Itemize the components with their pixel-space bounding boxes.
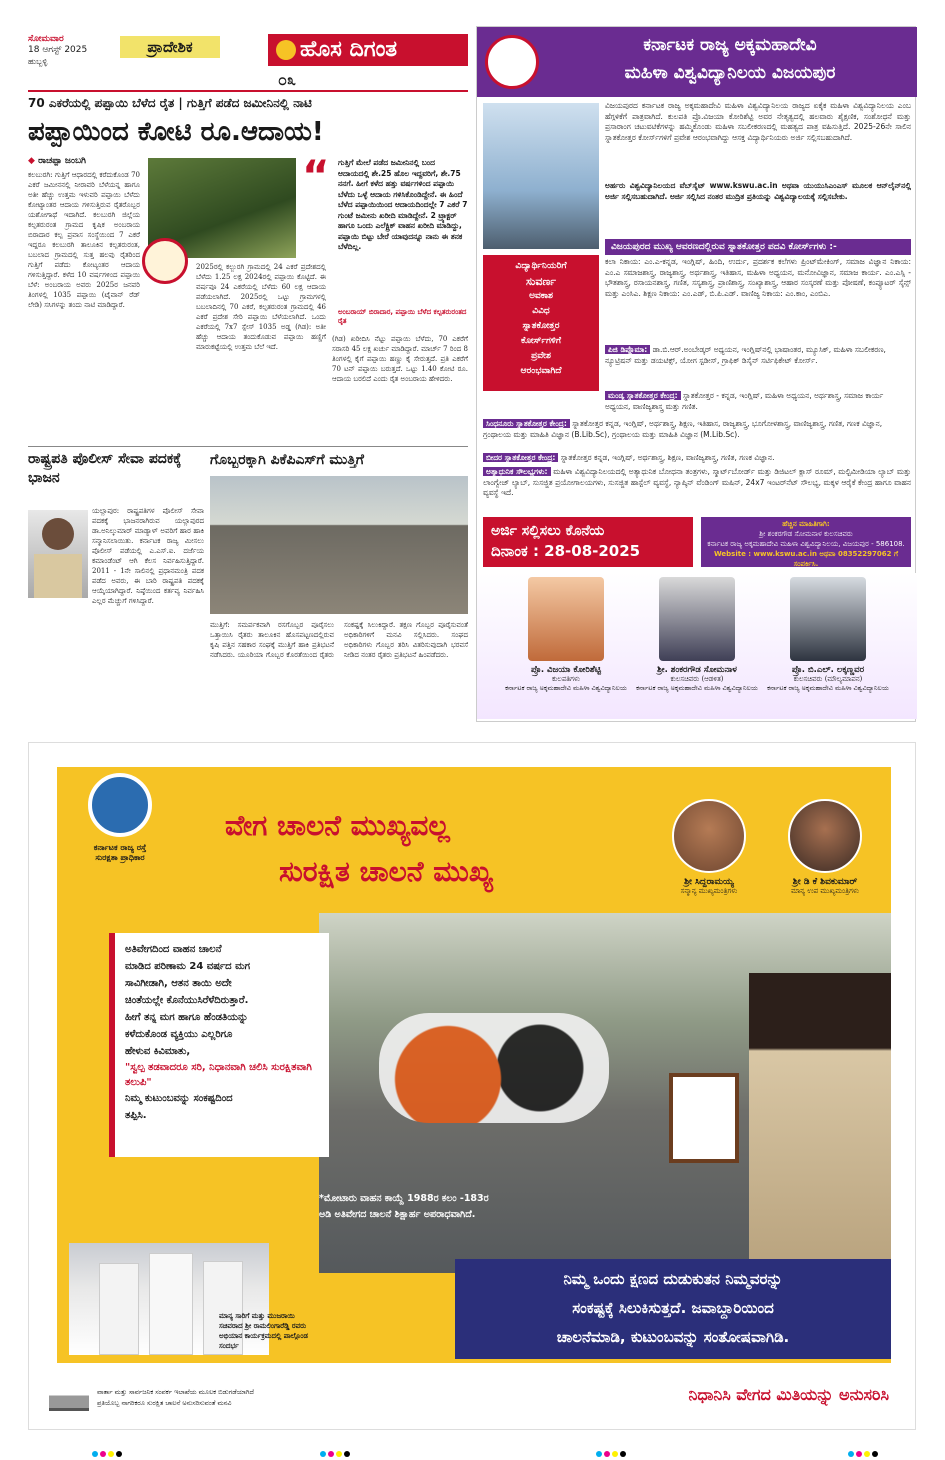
contact-box — [701, 517, 911, 567]
opportunity-line-6: ಕೋರ್ಸ್‌ಗಳಿಗೆ — [520, 336, 562, 346]
leader-role: ಸನ್ಮಾನ್ಯ ಮುಖ್ಯಮಂತ್ರಿಗಳು — [680, 887, 738, 895]
vidhana-soudha-icon — [49, 1387, 89, 1411]
grieving-man — [749, 973, 891, 1273]
university-title-2: ಮಹಿಳಾ ವಿಶ್ವವಿದ್ಯಾನಿಲಯ ವಿಜಯಪುರ — [624, 63, 836, 83]
opportunity-line-5: ಸ್ನಾತಕೋತ್ತರ — [522, 321, 560, 331]
university-title-1: ಕರ್ನಾಟಕ ರಾಜ್ಯ ಅಕ್ಕಮಹಾದೇವಿ — [643, 35, 817, 55]
university-apply-note: ಅರ್ಹರು ವಿಶ್ವವಿದ್ಯಾನಿಲಯದ ವೆಬ್‌ಸೈಟ್ www.kswu.ac.in ಅಥವಾ ಯುಯುಸಿಎಂಎಸ್ ಮೂಲಕ ಆನ್‌ಲೈನ್‌ನಲ್ಲಿ ಅರ್ಜಿ ಸಲ್ಲಿಸಬಹುದಾಗಿದೆ. ಅರ್ಜಿ ಸಲ್ಲಿಸಿದ ನಂತರ ಮುದ್ರಿತ ಪ್ರತಿಯನ್ನು ವಿಶ್ವವಿದ್ಯಾಲಯಕ್ಕೆ ಸಲ್ಲಿಸಬೇಕು. — [605, 181, 911, 201]
story-line-5: ಹೀಗೆ ತನ್ನ ಮಗ ಹಾಗೂ ಹೆಂಡತಿಯನ್ನು — [125, 1012, 249, 1023]
story-end-1: ನಿಮ್ಮ ಕುಟುಂಬವನ್ನು ಸಂಕಷ್ಟದಿಂದ — [125, 1093, 233, 1104]
registration-dots — [596, 1442, 628, 1460]
minister-caption-2: ಸಚಿವರಾದ ಶ್ರೀ ರಾಮಲಿಂಗಾರೆಡ್ಡಿ ರವರು — [219, 1322, 307, 1330]
section-rule — [28, 446, 468, 447]
story-line-1: ಅತಿವೇಗದಿಂದ ವಾಹನ ಚಾಲನೆ — [125, 944, 222, 955]
sindhanur-block — [483, 419, 911, 451]
city-label: ಹುಬ್ಬಳ್ಳಿ — [28, 57, 48, 66]
gobbar-body: ಮುತ್ತಿಗೆ: ಸಮರ್ಪಕವಾಗಿ ರಸಗೊಬ್ಬರ ಪೂರೈಸಲು ಒತ್ತಾಯಿಸಿ ರೈತರು ತಾಲೂಕಿನ ಹೊಸಪಟ್ಟಣದಲ್ಲಿರುವ ಕೃಷಿ ಪತ್ತಿನ ಸಹಕಾರ ಸಂಘಕ್ಕೆ ಮುತ್ತಿಗೆ ಹಾಕಿ ಪ್ರತಿಭಟನೆ ನಡೆಸಿದರು. ಯೂರಿಯಾ ಗೊಬ್ಬರ ಕೊರತೆಯಿಂದ ರೈತರು ಸಂಕಷ್ಟಕ್ಕೆ ಸಿಲುಕಿದ್ದಾರೆ. ತಕ್ಷಣ ಗೊಬ್ಬರ ಪೂರೈಸುವಂತೆ ಅಧಿಕಾರಿಗಳಿಗೆ ಮನವಿ ಸಲ್ಲಿಸಿದರು. ಸಂಘದ ಅಧಿಕಾರಿಗಳು ಗೊಬ್ಬರ ತರಿಸಿ ವಿತರಿಸುವುದಾಗಿ ಭರವಸೆ ನೀಡಿದ ನಂತರ ರೈತರು ಪ್ರತಿಭಟನೆ ಹಿಂಪಡೆದರು. — [210, 621, 468, 659]
lead-kicker: 70 ಎಕರೆಯಲ್ಲಿ ಪಪ್ಪಾಯಿ ಬೆಳೆದ ರೈತ | ಗುತ್ತಿಗೆ ಪಡೆದ ಜಮೀನಿನಲ್ಲಿ ನಾಟಿ — [28, 96, 312, 110]
official-card — [763, 577, 893, 717]
masthead — [28, 34, 468, 90]
leader-name: ಶ್ರೀ ಡಿ ಕೆ ಶಿವಕುಮಾರ್ — [792, 877, 858, 887]
banner-line-2: ಸಂಕಷ್ಟಕ್ಕೆ ಸಿಲುಕಿಸುತ್ತದೆ. ಜವಾಬ್ದಾರಿಯಿಂದ — [572, 1299, 774, 1317]
opportunity-line-3: ಅವಕಾಶ — [529, 291, 553, 301]
police-photo — [28, 510, 88, 598]
day-label: ಸೋಮವಾರ — [28, 34, 64, 44]
officials-row — [477, 573, 917, 719]
mandya-label: ಮಂಡ್ಯ ಸ್ನಾತಕೋತ್ತರ ಕೇಂದ್ರ: — [605, 391, 681, 400]
courses-header: ವಿಜಯಪುರದ ಮುಖ್ಯ ಆವರಣದಲ್ಲಿರುವ ಸ್ನಾತಕೋತ್ತರ ಪದವಿ ಕೋರ್ಸ್‌ಗಳು :- — [605, 239, 911, 255]
deadline-value: ದಿನಾಂಕ : 28-08-2025 — [491, 542, 641, 560]
banner-line-1: ನಿಮ್ಮ ಒಂದು ಕ್ಷಣದ ದುಡುಕುತನ ನಿಮ್ಮವರನ್ನು — [563, 1270, 783, 1288]
lead-col1: ಕಲಬುರಗಿ: ಗುತ್ತಿಗೆ ಆಧಾರದಲ್ಲಿ ಕರೆದುಕೊಂಡ 70 ಎಕರೆ ಜಮೀನನಲ್ಲಿ ನೀರಾವರಿ ಬೆಳೆಯನ್ನ ಹಾಗೂ ಅತೀ ಹೆಚ್ಚು ಉತ್ತಮ ಇಳುವರಿ ಪಪ್ಪಾಯಿ ಬೆಳೆದು ಕೋಟ್ಯಾಂತರ ಆದಾಯ ಗಳಿಸುತ್ತಿರುವ ರೈತರೊಬ್ಬರ ಯಶೋಗಾಥೆ ಇದಾಗಿದೆ. ಕಲಬುರಗಿ ಜಿಲ್ಲೆಯ ಕಲ್ಪತರುರಂತ ಗ್ರಾಮದ ಕೃಷಿಕ ಅಂಬರಾಯ ಬಿರಾದಾರ ಕಲ್ಪ ಪ್ರವಾಸ ಸಂಸ್ಥೆಯಿಂದ 7 ಎಕರೆ ಇದ್ದರೂ ಕಲಬುರಗಿ ತಾಲೂಕಿನ ಕಲ್ಪತರುರಂತ, ಬಬಲಾದ ಗ್ರಾಮದಲ್ಲಿ ಸುತ್ತ ಹಲವು ರೈತರಿಂದ ಗುತ್ತಿಗೆ ಪಡೆದು ಕೋಟ್ಯಂತರ ಆದಾಯ ಗಳಿಸುತ್ತಿದ್ದಾರೆ. ಕಳೆದ 10 ವರ್ಷಗಳಿಂದ ಪಪ್ಪಾಯಿ ಬೆಳೆ: ಅಂಬರಾಯ ಅವರು 2025ರ ಜನವರಿ ತಿಂಗಳಲ್ಲಿ 1035 ಪಪ್ಪಾಯಿ (ಟೈವಾನ್ ರೆಡ್ ಲೇಡಿ) ಸಸಿಗಳನ್ನು ತಂದು ನಾಟಿ ಮಾಡಿದ್ದಾರೆ. — [28, 171, 140, 309]
lead-col3: (ಗಿಡ) ಖರೀದಿಸಿ ನೆಟ್ಟು ಪಪ್ಪಾಯಿ ಬೆಳೆದು, 70 ಎಕರೆಗೆ ಸರಾಸರಿ 45 ಲಕ್ಷ ಖರ್ಚು ಮಾಡಿದ್ದಾರೆ. ಮಾರ್ಚ್ 7 ರಿಂದ 8 ತಿಂಗಳಲ್ಲಿ ಕೈಗೆ ಪಪ್ಪಾಯಿ ಹಣ್ಣು ಕೈ ಸೇರುತ್ತದೆ. ಪ್ರತಿ ಎಕರೆಗೆ 70 ಟನ್ ಪಪ್ಪಾಯಿ ಬರುತ್ತದೆ. ಒಟ್ಟು 1.40 ಕೋಟಿ ರೂ. ಆದಾಯ ಬರಲಿದೆ ಎಂದು ರೈತ ಅಂಬರಾಯ ಹೇಳಿದರು. — [332, 335, 468, 383]
story-quote: "ಸ್ವಲ್ಪ ತಡವಾದರೂ ಸರಿ, ನಿಧಾನವಾಗಿ ಚಲಿಸಿ ಸುರಕ್ಷಿತವಾಗಿ ತಲುಪಿ" — [125, 1062, 312, 1088]
university-ad — [476, 26, 916, 722]
story-line-7: ಹೇಳುವ ಕಿವಿಮಾತು, — [125, 1046, 191, 1057]
uniform-shape — [34, 554, 82, 598]
story-end-2: ತಪ್ಪಿಸಿ. — [125, 1110, 147, 1121]
university-title-bar — [477, 27, 917, 97]
authority-line-2: ಸುರಕ್ಷತಾ ಪ್ರಾಧಿಕಾರ — [95, 853, 145, 862]
bidar-block — [483, 453, 911, 465]
quote-box — [302, 151, 468, 328]
lamp-icon — [276, 40, 296, 60]
seal-icon — [142, 238, 188, 284]
authority-block — [65, 773, 175, 883]
footer-govt-line-2: ಪ್ರತಿಯೊಬ್ಬ ನಾಗರಿಕರೂ ಸುರಕ್ಷಿತ ಚಾಲನೆ ಅನುಸರಿಸುವಂತೆ ಮನವಿ — [97, 1399, 232, 1407]
story-box — [109, 933, 329, 1157]
opportunity-line-8: ಆರಂಭವಾಗಿದೆ — [520, 366, 562, 376]
leader-avatar — [788, 799, 862, 873]
official-name: ಪ್ರೊ. ಬಿ.ಎಲ್. ಲಕ್ಕಣ್ಣವರ — [791, 665, 865, 675]
university-intro: ವಿಜಯಪುರದ ಕರ್ನಾಟಕ ರಾಜ್ಯ ಅಕ್ಕಮಹಾದೇವಿ ಮಹಿಳಾ ವಿಶ್ವವಿದ್ಯಾನಿಲಯ ರಾಜ್ಯದ ಏಕೈಕ ಮಹಿಳಾ ವಿಶ್ವವಿದ್ಯಾನಿಲಯ ಎಂಬ ಹೆಗ್ಗಳಿಕೆಗೆ ಪಾತ್ರವಾಗಿದೆ. ಕುಲಪತಿ ಪ್ರೊ.ವಿಜಯಾ ಕೋರಿಶೆಟ್ಟಿ ಅವರ ನೇತೃತ್ವದಲ್ಲಿ ಹಲವಾರು ಶೈಕ್ಷಣಿಕ, ಸಂಶೋಧನೆ ಮತ್ತು ಪ್ರಸಾರಾಂಗ ಚಟುವಟಿಕೆಗಳನ್ನು ಹಮ್ಮಿಕೊಂಡು ಮಹಿಳಾ ಸಬಲೀಕರಣದಲ್ಲಿ ಮಹತ್ವದ ಪಾತ್ರ ವಹಿಸುತ್ತಿದೆ. 2025-26ನೇ ಸಾಲಿನ ಸ್ನಾತಕೋತ್ತರ ಕೋರ್ಸ್‌ಗಳಿಗೆ ಪ್ರವೇಶ ಆರಂಭವಾಗಿದ್ದು ಆಸಕ್ತ ವಿದ್ಯಾರ್ಥಿನಿಯರು ಅರ್ಜಿ ಸಲ್ಲಿಸಬಹುದಾಗಿದೆ. — [605, 101, 911, 142]
slogan-line-2: ಸುರಕ್ಷಿತ ಚಾಲನೆ ಮುಖ್ಯ — [279, 855, 493, 888]
official-name: ಶ್ರೀ. ಶಂಕರಗೌಡ ಸೋಮನಾಳ — [657, 665, 737, 675]
date-label: 18 ಆಗಸ್ಟ್ 2025 — [28, 45, 88, 55]
story-line-2: ಮಾಡಿದ ಪರಿಣಾಮ 24 ವರ್ಷದ ಮಗ — [125, 961, 251, 972]
lead-col2: 2025ರಲ್ಲಿ ಕಲ್ಬುರಗಿ ಗ್ರಾಮದಲ್ಲಿ 24 ಎಕರೆ ಪ್ರದೇಶದಲ್ಲಿ ಬೆಳೆದು 1.25 ಲಕ್ಷ 2024ರಲ್ಲಿ ಪಪ್ಪಾಯಿ ಕೊಟ್ಟಿದೆ. ಈ ವರ್ಷವೂ 24 ಎಕರೆಯಲ್ಲಿ ಬೆಳೆದು 60 ಲಕ್ಷ ಆದಾಯ ಪಡೆಯಲಾಗಿದೆ. 2025ರಲ್ಲಿ ಒಟ್ಟು ಗ್ರಾಮಗಳಲ್ಲಿ ಬಬಲಾದಿನಲ್ಲಿ 70 ಎಕರೆ, ಕಲ್ಪತರುರಂತ ಗ್ರಾಮದಲ್ಲಿ 46 ಎಕರೆ ಪ್ರದೇಶ ಸೇರಿ ಪಪ್ಪಾಯಿ ಬೆಳೆಯಲಾಗಿದೆ. ಒಂದು ಎಕರೆಯಲ್ಲಿ 7x7 ಸ್ಪೇಸ್ 1035 ಅಡ್ಡ (ಗಿಡ): ಅತೀ ಹೆಚ್ಚು ಆದಾಯ ತಂದುಕೊಡುವ ಪಪ್ಪಾಯಿ ಹಣ್ಣಿಗೆ ಮಾರುಕಟ್ಟೆಯಲ್ಲಿ ಉತ್ತಮ ಬೆಲೆ ಇದೆ. — [196, 263, 326, 351]
story-line-6: ಕಳೆದುಕೊಂಡ ವ್ಯಕ್ತಿಯು ಎಲ್ಲರಿಗೂ — [125, 1029, 233, 1040]
contact-title: ಹೆಚ್ಚಿನ ಮಾಹಿತಿಗಾಗಿ: — [782, 520, 830, 528]
date-block — [28, 34, 116, 66]
contact-line-2: ಕರ್ನಾಟಕ ರಾಜ್ಯ ಅಕ್ಕಮಹಾದೇವಿ ಮಹಿಳಾ ವಿಶ್ವವಿದ್ಯಾನಿಲಯ, ವಿಜಯಪುರ - 586108. — [707, 540, 905, 548]
byline-text: ರಾಚಪ್ಪಾ ಜಂಬಗಿ — [38, 156, 86, 166]
message-banner — [455, 1259, 891, 1359]
official-org: ಕರ್ನಾಟಕ ರಾಜ್ಯ ಅಕ್ಕಮಹಾದೇವಿ ಮಹಿಳಾ ವಿಶ್ವವಿದ್ಯಾನಿಲಯ — [636, 684, 758, 692]
registration-dots — [848, 1442, 880, 1460]
diploma-label: ಪಿಜಿ ಡಿಪ್ಲೊಮಾ: — [605, 345, 650, 354]
sindhanur-text: ಸ್ನಾತಕೋತ್ತರ ಕನ್ನಡ, ಇಂಗ್ಲಿಷ್, ಅರ್ಥಶಾಸ್ತ್ರ, ಶಿಕ್ಷಣ, ಇತಿಹಾಸ, ರಾಜ್ಯಶಾಸ್ತ್ರ, ಭೂಗೋಳಶಾಸ್ತ್ರ, ವಾಣಿಜ್ಯಶಾಸ್ತ್ರ, ಗಣಿತ, ಗಣಕ ವಿಜ್ಞಾನ, ಗ್ರಂಥಾಲಯ ಮತ್ತು ಮಾಹಿತಿ ವಿಜ್ಞಾನ (B.Lib.Sc), ಗ್ರಂಥಾಲಯ ಮತ್ತು ಮಾಹಿತಿ ವಿಜ್ಞಾನ (M.Lib.Sc). — [483, 419, 883, 439]
bidar-label: ಬೀದರ ಸ್ನಾತಕೋತ್ತರ ಕೇಂದ್ರ: — [483, 453, 558, 462]
students-photo — [483, 103, 599, 249]
diploma-text: ಡಾ.ಬಿ.ಆರ್.ಅಂಬೇಡ್ಕರ್ ಅಧ್ಯಯನ, ಇಂಗ್ಲಿಷ್‌ನಲ್ಲಿ ಭಾಷಾಂತರ, ಮ್ಯೂಸಿಕ್, ಮಹಿಳಾ ಸಬಲೀಕರಣ, ನ್ಯೂಟ್ರಿಷನ್ ಮತ್ತು ಡಯಟಿಕ್ಸ್, ಯೋಗ ಸ್ಟಡೀಸ್, ಗ್ರಾಫಿಕ್ ಡಿಸೈನ್ ಸರ್ಟಿಫಿಕೇಟ್ ಕೋರ್ಸ್. — [605, 345, 886, 365]
bidar-text: ಸ್ನಾತಕೋತ್ತರ ಕನ್ನಡ, ಇಂಗ್ಲಿಷ್, ಅರ್ಥಶಾಸ್ತ್ರ, ಶಿಕ್ಷಣ, ವಾಣಿಜ್ಯಶಾಸ್ತ್ರ, ಗಣಿತ, ಗಣಕ ವಿಜ್ಞಾನ. — [560, 453, 775, 462]
official-avatar — [528, 577, 604, 661]
opportunity-line-2: ಸುವರ್ಣ — [526, 275, 556, 288]
university-emblem-icon — [485, 35, 539, 89]
mandya-block — [605, 391, 911, 413]
quote-mark-icon: “ — [302, 151, 330, 200]
website-link[interactable]: Website : www.kswu.ac.in ಅಥವಾ 08352297062 ಗೆ ಸಂಪರ್ಕಿಸಿ. — [713, 550, 899, 567]
page-number: ೦೩ — [278, 70, 296, 89]
header-rule — [28, 90, 468, 92]
quote-text: ಗುತ್ತಿಗೆ ಮೇಲೆ ಪಡೆದ ಜಮೀನಿನಲ್ಲಿ ಬಂದ ಆದಾಯದಲ್ಲಿ ಶೇ.25 ಹೊಲ ಇದ್ದವರಿಗೆ, ಶೇ.75 ನನಗೆ. ಹೀಗೆ ಕಳೆದ ಹತ್ತು ವರ್ಷಗಳಿಂದ ಪಪ್ಪಾಯಿ ಬೆಳೆದು ಒಳ್ಳೆ ಆದಾಯ ಗಳಿಸಿಕೊಂಡಿದ್ದೇನೆ. ಈ ಹಿಂದೆ ಬೆಳೆದ ಪಪ್ಪಾಯಿಯಿಂದ ಆದಾಯದಿಂದಲ್ಲೇ 7 ಎಕರೆ 7 ಗುಂಟೆ ಜಮೀನು ಖರೀದಿ ಮಾಡಿದ್ದೇನೆ. 2 ಟ್ರ್ಯಾಕ್ಟರ್ ಹಾಗೂ ಒಂದು ಎಲೆಕ್ಟ್ರಿಕ್ ವಾಹನ ಖರೀದಿ ಮಾಡಿದ್ದು, ಪಪ್ಪಾಯಿ ಬಿಟ್ಟು ಬೇರೆ ಯಾವುದನ್ನೂ ನಾನು ಈ ತನಕ ಬೆಳೆದಿಲ್ಲ. — [338, 158, 468, 251]
footer-govt-line-1: ವಾರ್ತಾ ಮತ್ತು ಸಾರ್ವಜನಿಕ ಸಂಪರ್ಕ ಇಲಾಖೆಯ ಮೂಲಕ ಬಿಡುಗಡೆಯಾಗಿದೆ — [97, 1388, 254, 1396]
deadline-label: ಅರ್ಜಿ ಸಲ್ಲಿಸಲು ಕೊನೆಯ — [491, 523, 605, 539]
slogan-line-1: ವೇಗ ಚಾಲನೆ ಮುಖ್ಯವಲ್ಲ — [225, 809, 450, 842]
law-note: *ಮೋಟಾರು ವಾಹನ ಕಾಯ್ದೆ 1988ರ ಕಲಂ -183ರ ಅಡಿ ಅತಿವೇಗದ ಚಾಲನೆ ಶಿಕ್ಷಾರ್ಹ ಅಪರಾಧವಾಗಿದೆ. — [319, 1193, 489, 1220]
footer-slogan: ನಿಧಾನಿಸಿ ವೇಗದ ಮಿತಿಯನ್ನು ಅನುಸರಿಸಿ — [688, 1385, 889, 1404]
road-safety-ad — [28, 742, 916, 1430]
opportunity-line-1: ವಿದ್ಯಾರ್ಥಿನಿಯರಿಗೆ — [515, 261, 567, 271]
mandya-text: ಸ್ನಾತಕೋತ್ತರ - ಕನ್ನಡ, ಇಂಗ್ಲಿಷ್, ಮಹಿಳಾ ಅಧ್ಯಯನ, ಅರ್ಥಶಾಸ್ತ್ರ, ಸಮಾಜ ಕಾರ್ಯ ಅಧ್ಯಯನ, ವಾಣಿಜ್ಯಶಾಸ್ತ್ರ ಮತ್ತು ಗಣಿತ. — [605, 391, 884, 411]
banner-line-3: ಚಾಲನೆಮಾಡಿ, ಕುಟುಂಬವನ್ನು ಸಂತೋಷವಾಗಿಡಿ. — [556, 1328, 790, 1346]
opportunity-line-7: ಪ್ರವೇಶ — [531, 351, 551, 361]
lead-headline: ಪಪ್ಪಾಯಿಂದ ಕೋಟಿ ರೂ.ಆದಾಯ! — [28, 117, 324, 147]
lead-byline — [28, 156, 86, 166]
courses-text: ಕಲಾ ನಿಕಾಯ: ಎಂ.ಎ-ಕನ್ನಡ, ಇಂಗ್ಲಿಷ್, ಹಿಂದಿ, ಉರ್ದು, ಪ್ರದರ್ಶಕ ಕಲೆಗಳು ಪ್ರಿಂಟ್‌ಮೇಕಿಂಗ್, ಸಮಾಜ ವಿಜ್ಞಾನ ನಿಕಾಯ: ಎಂ.ಎ ಸಮಾಜಶಾಸ್ತ್ರ, ರಾಜ್ಯಶಾಸ್ತ್ರ, ಅರ್ಥಶಾಸ್ತ್ರ, ಇತಿಹಾಸ, ಮಹಿಳಾ ಅಧ್ಯಯನ, ಮನೋವಿಜ್ಞಾನ, ಸಮಾಜ ಕಾರ್ಯ. ಎಂ.ಎಸ್ಸಿ - ಭೌತಶಾಸ್ತ್ರ, ರಸಾಯನಶಾಸ್ತ್ರ, ಗಣಿತ, ಸಸ್ಯಶಾಸ್ತ್ರ, ಪ್ರಾಣಿಶಾಸ್ತ್ರ, ಸಂಖ್ಯಾಶಾಸ್ತ್ರ, ಆಹಾರ ಸಂಸ್ಕರಣೆ ಮತ್ತು ಪೋಷಣೆ, ಕಂಪ್ಯೂಟರ್ ಸೈನ್ಸ್ ಮತ್ತು ಎಂಸಿಎ. ಶಿಕ್ಷಣ ನಿಕಾಯ: ಎಂ.ಎಡ್, ಬಿ.ಪಿ.ಎಡ್. ವಾಣಿಜ್ಯ ನಿಕಾಯ: ಎಂ.ಕಾಂ, ಎಂಬಿಎ. — [605, 257, 911, 298]
police-body: ಯಲ್ಲಾಪುರ: ರಾಷ್ಟ್ರಪತಿಗಳ ಪೊಲೀಸ್ ಸೇವಾ ಪದಕಕ್ಕೆ ಭಾಜನರಾಗಿರುವ ಯಲ್ಲಾಪುರದ ಡಾ.ಅನಿಲ್ಕುಮಾರ್ ಮಾಡ್ಯಾಳ್ ಅವರಿಗೆ ಹಾರ ಹಾಕಿ ಸನ್ಮಾನಿಸಲಾಯಿತು. ಕರ್ನಾಟಕ ರಾಜ್ಯ ಮೀಸಲು ಪೊಲೀಸ್ ಪಡೆಯಲ್ಲಿ ಎ.ಎಸ್.ಐ. ದರ್ಜೆಯ ಕಮಾಂಡೆಂಟ್ ಆಗಿ ಕೆಲಸ ನಿರ್ವಹಿಸುತ್ತಿದ್ದಾರೆ. 2011 - 1ನೇ ಸಾಲಿನಲ್ಲಿ ಪ್ರಧಾನಮಂತ್ರಿ ಪದಕ ಪಡೆದ ಅವರು, ಈ ಬಾರಿ ರಾಷ್ಟ್ರಪತಿ ಪದಕಕ್ಕೆ ಆಯ್ಕೆಯಾಗಿದ್ದಾರೆ. ನಿಷ್ಠೆಯಿಂದ ಕರ್ತವ್ಯ ನಿರ್ವಹಿಸಿ ಎಲ್ಲರ ಮೆಚ್ಚುಗೆ ಗಳಿಸಿದ್ದಾರೆ. — [92, 507, 204, 605]
minister-caption-3: ಅಭಿಯಾನ ಕಾರ್ಯಕ್ರಮದಲ್ಲಿ ಪಾಲ್ಗೊಂಡ — [219, 1332, 308, 1340]
story-line-4: ಚಿಂತೆಯಲ್ಲೇ ಕೊನೆಯುಸಿರೆಳೆದಿರುತ್ತಾರೆ. — [125, 995, 249, 1006]
registration-dots — [92, 1442, 124, 1460]
official-avatar — [659, 577, 735, 661]
official-card — [501, 577, 631, 717]
quote-attribution: ಅಂಬರಾಯ್ ಬಿರಾದಾರ, ಪಪ್ಪಾಯಿ ಬೆಳೆದ ಕಲ್ಪತರುರಂತದ ರೈತ — [338, 308, 467, 325]
deadline-box — [483, 517, 693, 567]
official-name: ಪ್ರೊ. ವಿಜಯಾ ಕೋರಿಶೆಟ್ಟಿ — [531, 665, 601, 675]
gobbar-headline: ಗೊಬ್ಬರಕ್ಕಾಗಿ ಪಿಕೆಪಿಎಸ್‌ಗೆ ಮುತ್ತಿಗೆ — [210, 452, 364, 468]
portrait-frame — [669, 1073, 739, 1163]
official-role: ಕುಲಸಚಿವರು (ಮೌಲ್ಯಮಾಪನ) — [793, 675, 863, 683]
sindhanur-label: ಸಿಂಧನೂರು ಸ್ನಾತಕೋತ್ತರ ಕೇಂದ್ರ: — [483, 419, 570, 428]
leader-role: ಮಾನ್ಯ ಉಪ ಮುಖ್ಯಮಂತ್ರಿಗಳು — [791, 887, 859, 895]
contact-line-1: ಶ್ರೀ ಶಂಕರಗೌಡ ಸೋಮನಾಳ ಕುಲಸಚಿವರು — [759, 530, 853, 538]
opportunity-line-4: ವಿವಿಧ — [532, 306, 550, 316]
official-card — [632, 577, 762, 717]
minister-figure — [149, 1253, 193, 1355]
arrow-bullet-icon: ◆ — [28, 156, 39, 166]
section-label: ಪ್ರಾದೇಶಿಕ — [120, 36, 220, 58]
official-role: ಕುಲಸಚಿವರು (ಆಡಳಿತ) — [670, 675, 724, 683]
official-avatar — [790, 577, 866, 661]
authority-line-1: ಕರ್ನಾಟಕ ರಾಜ್ಯ ರಸ್ತೆ — [93, 843, 147, 852]
leader-avatar — [672, 799, 746, 873]
paper-name-text: ಹೊಸ ದಿಗಂತ — [300, 37, 398, 62]
story-line-3: ಸಾವಿಗೀಡಾಗಿ, ಆತನ ತಾಯಿ ಅದೇ — [125, 978, 232, 989]
paper-name — [268, 34, 468, 66]
footer-govt-block — [49, 1383, 349, 1417]
officer-avatar — [42, 518, 74, 550]
official-role: ಕುಲಪತಿಗಳು — [552, 675, 580, 683]
motorcycle-shape — [379, 1013, 609, 1123]
minister-caption — [219, 1311, 419, 1351]
registration-dots — [320, 1442, 352, 1460]
protest-photo — [210, 476, 468, 614]
official-org: ಕರ್ನಾಟಕ ರಾಜ್ಯ ಅಕ್ಕಮಹಾದೇವಿ ಮಹಿಳಾ ವಿಶ್ವವಿದ್ಯಾನಿಲಯ — [505, 684, 627, 692]
leader-card — [773, 799, 877, 909]
minister-caption-4: ಸಂದರ್ಭ — [219, 1342, 239, 1350]
opportunity-label — [483, 255, 599, 391]
emblem-icon — [88, 773, 152, 837]
leader-card — [657, 799, 761, 909]
diploma-block — [605, 345, 911, 389]
police-headline: ರಾಷ್ಟ್ರಪತಿ ಪೊಲೀಸ್ ಸೇವಾ ಪದಕಕ್ಕೆ ಭಾಜನ — [28, 451, 182, 486]
facilities-text: ಮಹಿಳಾ ವಿಶ್ವವಿದ್ಯಾನಿಲಯದಲ್ಲಿ ಅತ್ಯಾಧುನಿಕ ಬೋಧನಾ ತಂತ್ರಗಳು, ಸ್ಮಾರ್ಟ್‌ಬೋರ್ಡ್ ಮತ್ತು ಡಿಜಿಟಲ್ ಕ್ಲಾಸ್ ರೂಮ್, ಮಲ್ಟಿಮೀಡಿಯಾ ಲ್ಯಾಬ್ ಮತ್ತು ಲಾಂಗ್ವೇಜ್ ಲ್ಯಾಬ್, ಸುಸಜ್ಜಿತ ಪ್ರಯೋಗಾಲಯಗಳು, ಸುಸಜ್ಜಿತ ಹಾಸ್ಟೆಲ್ ವ್ಯವಸ್ಥೆ, ನ್ಯಾಪ್ಕಿನ್ ವೆಂಡಿಂಗ್ ಮಷಿನ್, 24x7 ಇಂಟರ್‌ನೆಟ್ ಸೌಲಭ್ಯ, ಮಕ್ಕಳ ಆರೈಕೆ ಕೇಂದ್ರ ಹಾಗೂ ವಾಹನ ವ್ಯವಸ್ಥೆ ಇದೆ. — [483, 467, 911, 497]
official-org: ಕರ್ನಾಟಕ ರಾಜ್ಯ ಅಕ್ಕಮಹಾದೇವಿ ಮಹಿಳಾ ವಿಶ್ವವಿದ್ಯಾನಿಲಯ — [767, 684, 889, 692]
papaya-photo — [148, 158, 296, 258]
facilities-label: ಅತ್ಯಾಧುನಿಕ ಸೌಲಭ್ಯಗಳು: — [483, 467, 551, 476]
minister-caption-1: ಮಾನ್ಯ ಸಾರಿಗೆ ಮತ್ತು ಮುಜರಾಯಿ — [219, 1312, 295, 1320]
minister-figure — [99, 1263, 139, 1355]
leader-name: ಶ್ರೀ ಸಿದ್ದರಾಮಯ್ಯ — [684, 877, 734, 887]
facilities-block — [483, 467, 911, 511]
